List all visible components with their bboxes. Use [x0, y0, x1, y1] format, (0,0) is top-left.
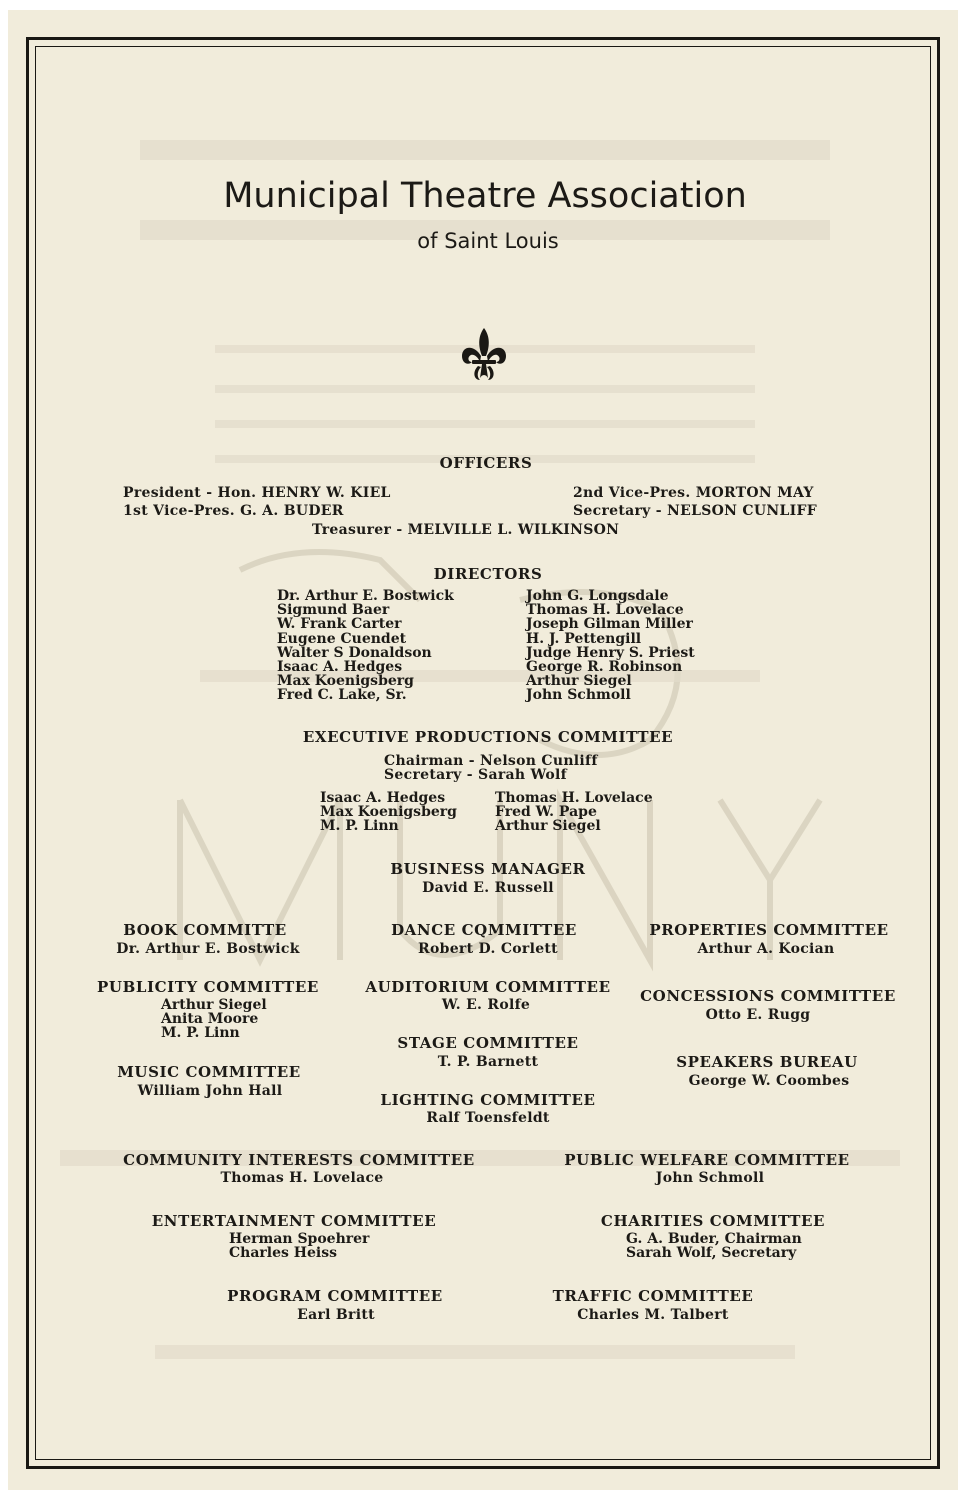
page-title: Municipal Theatre Association — [223, 176, 747, 216]
officer-vice-president-2: 2nd Vice-Pres. MORTON MAY — [573, 485, 814, 501]
list-item: Herman Spoehrer — [229, 1231, 370, 1247]
directors-list-right — [526, 589, 695, 703]
executive-committee-heading: EXECUTIVE PRODUCTIONS COMMITTEE — [302, 728, 674, 746]
dance-committee-heading: DANCE CQMMITTEE — [391, 921, 577, 939]
welfare-committee-name: John Schmoll — [655, 1170, 765, 1186]
list-item: Thomas H. Lovelace — [526, 602, 684, 619]
program-committee-name: Earl Britt — [297, 1307, 375, 1323]
page-subtitle: of Saint Louis — [417, 229, 559, 253]
list-item: Arthur Siegel — [495, 818, 601, 835]
charities-committee-list — [626, 1232, 802, 1260]
speakers-bureau-name: George W. Coombes — [688, 1073, 850, 1089]
list-item: Fred C. Lake, Sr. — [277, 687, 407, 704]
program-committee-heading: PROGRAM COMMITTEE — [227, 1287, 443, 1305]
welfare-committee-heading: PUBLIC WELFARE COMMITTEE — [564, 1151, 850, 1169]
publicity-committee-heading: PUBLICITY COMMITTEE — [97, 978, 319, 996]
list-item: M. P. Linn — [320, 818, 399, 835]
auditorium-committee-heading: AUDITORIUM COMMITTEE — [365, 978, 611, 996]
list-item: Fred W. Pape — [495, 804, 597, 821]
list-item: Max Koenigsberg — [320, 804, 457, 821]
officer-vice-president-1: 1st Vice-Pres. G. A. BUDER — [123, 503, 344, 519]
list-item: Joseph Gilman Miller — [526, 616, 693, 633]
stage-committee-heading: STAGE COMMITTEE — [397, 1034, 579, 1052]
officer-treasurer: Treasurer - MELVILLE L. WILKINSON — [312, 522, 620, 538]
officers-heading: OFFICERS — [439, 454, 533, 472]
list-item: H. J. Pettengill — [526, 630, 642, 647]
list-item: Isaac A. Hedges — [277, 659, 403, 676]
concessions-committee-name: Otto E. Rugg — [705, 1007, 811, 1023]
executive-list-left — [320, 791, 457, 834]
list-item: George R. Robinson — [526, 659, 683, 676]
speakers-bureau-heading: SPEAKERS BUREAU — [676, 1053, 858, 1071]
officer-president: President - Hon. HENRY W. KIEL — [123, 485, 391, 501]
community-committee-name: Thomas H. Lovelace — [220, 1170, 384, 1186]
list-item: Max Koenigsberg — [277, 673, 414, 690]
dance-committee-name: Robert D. Corlett — [418, 941, 558, 957]
list-item: Dr. Arthur E. Bostwick — [277, 588, 454, 604]
business-manager-heading: BUSINESS MANAGER — [390, 860, 586, 878]
directors-heading: DIRECTORS — [433, 565, 543, 583]
book-committee-heading: BOOK COMMITTE — [123, 921, 287, 939]
list-item: Anita Moore — [161, 1011, 259, 1028]
auditorium-committee-name: W. E. Rolfe — [441, 997, 531, 1013]
list-item: Arthur Siegel — [161, 997, 267, 1013]
list-item: Eugene Cuendet — [277, 630, 407, 647]
list-item: M. P. Linn — [161, 1025, 240, 1042]
traffic-committee-name: Charles M. Talbert — [577, 1307, 729, 1323]
list-item: Arthur Siegel — [526, 673, 632, 690]
community-committee-heading: COMMUNITY INTERESTS COMMITTEE — [123, 1151, 475, 1169]
list-item: Charles Heiss — [229, 1245, 337, 1262]
charities-committee-heading: CHARITIES COMMITTEE — [600, 1212, 826, 1230]
list-item: Isaac A. Hedges — [320, 790, 446, 806]
traffic-committee-heading: TRAFFIC COMMITTEE — [552, 1287, 754, 1305]
executive-list-right — [495, 791, 653, 834]
list-item: Sarah Wolf, Secretary — [626, 1245, 797, 1262]
list-item: Walter S Donaldson — [277, 644, 432, 661]
stage-committee-name: T. P. Barnett — [437, 1054, 539, 1070]
executive-secretary: Secretary - Sarah Wolf — [384, 767, 567, 783]
properties-committee-heading: PROPERTIES COMMITTEE — [649, 921, 889, 939]
entertainment-committee-heading: ENTERTAINMENT COMMITTEE — [151, 1212, 437, 1230]
book-committee-name: Dr. Arthur E. Bostwick — [116, 941, 300, 957]
list-item: Sigmund Baer — [277, 602, 390, 619]
music-committee-name: William John Hall — [137, 1083, 283, 1099]
business-manager-name: David E. Russell — [422, 880, 554, 896]
list-item: Judge Henry S. Priest — [526, 644, 695, 661]
list-item: G. A. Buder, Chairman — [626, 1231, 802, 1247]
lighting-committee-heading: LIGHTING COMMITTEE — [380, 1091, 596, 1109]
directors-list-left — [277, 589, 454, 703]
executive-chairman: Chairman - Nelson Cunliff — [384, 753, 598, 769]
properties-committee-name: Arthur A. Kocian — [697, 941, 835, 957]
list-item: Thomas H. Lovelace — [495, 790, 653, 806]
list-item: W. Frank Carter — [277, 616, 402, 633]
officer-secretary: Secretary - NELSON CUNLIFF — [573, 503, 817, 519]
publicity-committee-list — [161, 998, 267, 1041]
list-item: John Schmoll — [526, 687, 631, 704]
list-item: John G. Longsdale — [526, 588, 669, 604]
lighting-committee-name: Ralf Toensfeldt — [426, 1110, 550, 1126]
concessions-committee-heading: CONCESSIONS COMMITTEE — [640, 987, 896, 1005]
fleur-de-lis-icon — [458, 326, 510, 382]
entertainment-committee-list — [229, 1232, 369, 1260]
music-committee-heading: MUSIC COMMITTEE — [117, 1063, 301, 1081]
